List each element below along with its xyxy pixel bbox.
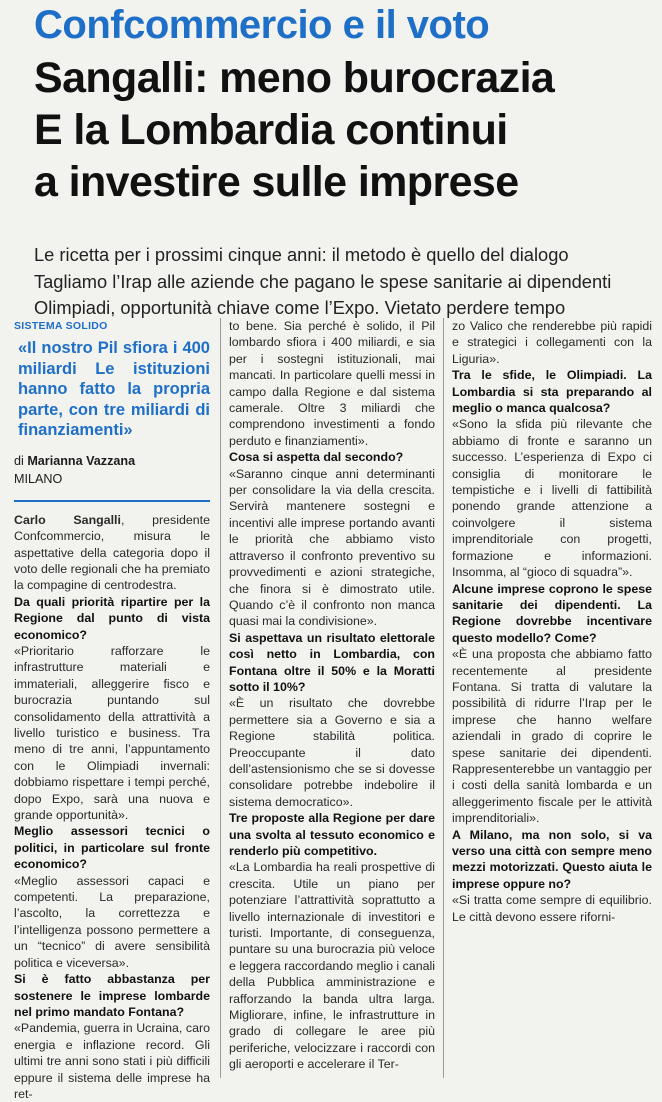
headline-line: Sangalli: meno burocrazia <box>34 54 555 102</box>
headline <box>34 52 654 208</box>
divider-rule <box>14 500 210 502</box>
answer: «Si tratta come sempre di equilibrio. Le città devono essere riforni- <box>452 893 652 924</box>
column-2 <box>229 318 435 1073</box>
question: Tre proposte alla Regione per dare una svolta al tessuto economico e renderlo più competitivo. <box>229 811 435 858</box>
answer: to bene. Sia perché è solido, il Pil lombardo sfiora i 400 miliardi, e sia per i sostegni istituzionali, mai mancati. In particolare quelli messi in campo dalla Regione e dal sistema camerale. Oltre 3 miliardi che comprendono investimenti a fondo perduto e finanziamenti». <box>229 319 435 448</box>
answer: «Meglio assessori capaci e competenti. La preparazione, l’ascolto, la correttezza e l’intelligenza possono permettere a un “tecnico” di avere sensibilità politica e viceversa». <box>14 873 210 970</box>
headline-line: E la Lombardia continui <box>34 106 508 154</box>
question: Alcune imprese coprono le spese sanitarie dei dipendenti. La Regione dovrebbe incentivare questo modello? Come? <box>452 581 652 645</box>
question: Tra le sfide, le Olimpiadi. La Lombardia si sta preparando al meglio o manca qualcosa? <box>452 368 652 416</box>
answer: «È una proposta che abbiamo fatto recentemente al presidente Fontana. Si tratta di valutare la possibilità di ridurre l’Irap per le imprese che hanno welfare aziendali in grado di coprire le spese sanitarie dei dipendenti. Rappresenterebbe un vantaggio per i costi della sanità lombarda e un alleggerimento fiscale per le attività imprenditoriali». <box>452 647 652 826</box>
question: Da quali priorità ripartire per la Regione dal punto di vista economico? <box>14 594 210 642</box>
author-name: Marianna Vazzana <box>27 453 136 468</box>
question: Meglio assessori tecnici o politici, in particolare sul fronte economico? <box>14 824 210 872</box>
answer: zo Valico che renderebbe più rapidi e strategici i collegamenti con la Liguria». <box>452 319 652 366</box>
answer: «Pandemia, guerra in Ucraina, caro energia e inflazione record. Gli ultimi tre anni sono stati i più difficili eppure il sistema delle imprese ha ret- <box>14 1021 210 1101</box>
column-divider <box>443 318 444 1078</box>
intro-paragraph <box>14 512 210 594</box>
byline-prefix: di <box>14 453 24 468</box>
question: Si è fatto abbastanza per sostenere le imprese lombarde nel primo mandato Fontana? <box>14 972 210 1019</box>
section-label: SISTEMA SOLIDO <box>14 320 108 332</box>
subheads <box>34 242 659 322</box>
column-3 <box>452 318 652 925</box>
answer: «È un risultato che dovrebbe permettere sia a Governo e sia a Regione stabilità politica. Preoccupante il dato dell’astensionismo che se si dovesse consolidare potrebbe indebolire il sistema democratico». <box>229 696 435 809</box>
column-divider <box>220 318 221 1078</box>
dateline: MILANO <box>14 472 63 487</box>
subhead-line: Olimpiadi, opportunità chiave come l’Expo. Vietato perdere tempo <box>34 297 566 318</box>
question: A Milano, ma non solo, si va verso una città con sempre meno mezzi motorizzati. Questo aiuta le imprese oppure no? <box>452 827 652 891</box>
column-1 <box>14 318 210 1102</box>
answer: «La Lombardia ha reali prospettive di crescita. Utile un piano per potenziare l’attrattività soprattutto a livello internazionale di investitori e turisti. Importante, di conseguenza, puntare su una burocrazia più veloce e leggera raccordando meglio i canali della Pubblica amministrazione e rafforzando la banda ultra larga. Migliorare, infine, le infrastrutture in grado di collegare le aree più periferiche, velocizzare i raccordi con gli aeroporti e accelerare il Ter- <box>229 860 435 1072</box>
answer: «Saranno cinque anni determinanti per consolidare la via della crescita. Servirà mantenere sostegni e incentivi alle imprese portando avanti le priorità che abbiamo visto attraverso il confronto preventivo su provvedimenti e azioni strategiche, che finora si è dimostrato utile. Quando c’è il confronto non manca quasi mai la condivisione». <box>229 466 435 629</box>
headline-line: a investire sulle imprese <box>34 158 519 206</box>
kicker: Confcommercio e il voto <box>34 3 490 47</box>
intro-name: Carlo Sangalli <box>14 512 121 527</box>
question: Cosa si aspetta dal secondo? <box>229 450 404 465</box>
question: Si aspettava un risultato elettorale così netto in Lombardia, con Fontana oltre il 50% e la Moratti sotto il 10%? <box>229 630 435 694</box>
subhead-line: Tagliamo l’Irap alle aziende che pagano le spese sanitarie ai dipendenti <box>34 270 612 292</box>
byline <box>14 453 210 469</box>
answer: «Prioritario rafforzare le infrastrutture materiali e immateriali, alleggerire fisco e burocrazia puntando sul consolidamento della attrattività a livello turistico e business. Tra meno di tre anni, l’appuntamento con le Olimpiadi invernali: dobbiamo rispettare i tempi perché, dopo Expo, sarà una nuova e grande opportunità». <box>14 643 210 823</box>
pull-quote: «Il nostro Pil sfiora i 400 miliardi Le istituzioni hanno fatto la propria parte, con tre miliardi di finanziamenti» <box>18 339 210 440</box>
answer: «Sono la sfida più rilevante che abbiamo di fronte e saranno un successo. L’esperienza di Expo ci consiglia di monitorare le tempistiche e i livelli di fattibilità ponendo grande attenzione a coinvolgere il sistema imprenditoriale con progetti, formazione e informazioni. Insomma, al “gioco di squadra”». <box>452 417 652 580</box>
subhead-line: Le ricetta per i prossimi cinque anni: il metodo è quello del dialogo <box>34 244 569 265</box>
intro-text: , presidente Confcommercio, misura le aspettative della categoria dopo il voto delle regionali che ha premiato la compagine di centrodestra. <box>14 512 210 593</box>
